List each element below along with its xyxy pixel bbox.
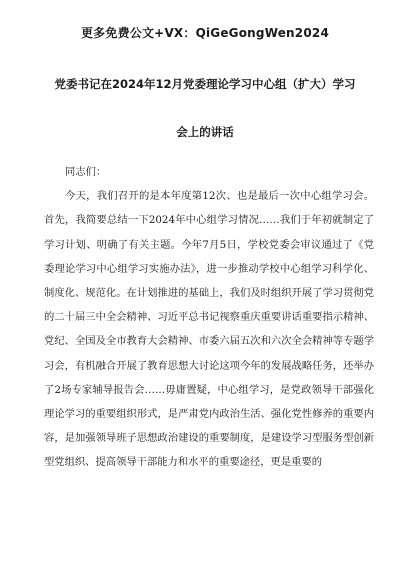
salutation: 同志们： xyxy=(65,166,107,178)
document-title-line-2: 会上的讲话 xyxy=(176,125,234,139)
promo-header: 更多免费公文+VX：QiGeGongWen2024 xyxy=(80,26,329,40)
body-paragraph: 今天，我们召开的是本年度第12次、也是最后一次中心组学习会。首先，我简要总结一下2024年中心组学习情况……我们于年初就制定了学习计划、明确了有关主题。今年7月5日，学校党委会审议通过了《党委理论学习中心组学习实施办法》，进一步推动学校中心组学习科学化、制度化、规范化。在计划推进的基础上，我们及时组织开展了学习贯彻党的二十届三中全会精神、习近平总书记视察重庆重要讲话重要指示精神、党纪、全国及全市教育大会精神、市委六届五次和六次全会精神等专题学习会，有机融合开展了教育思想大讨论这项今年的发展战略任务，还举办了2场专家辅导报告会……毋庸置疑，中心组学习，是党政领导干部强化理论学习的重要组织形式，是严肃党内政治生活、强化党性修养的重要内容，是加强领导班子思想政治建设的重要制度，是建设学习型服务型创新型党组织、提高领导干部能力和水平的重要途径，更是重要的 xyxy=(44,190,374,469)
document-body xyxy=(44,160,374,475)
document-title-line-1: 党委书记在2024年12月党委理论学习中心组（扩大）学习 xyxy=(54,77,356,91)
